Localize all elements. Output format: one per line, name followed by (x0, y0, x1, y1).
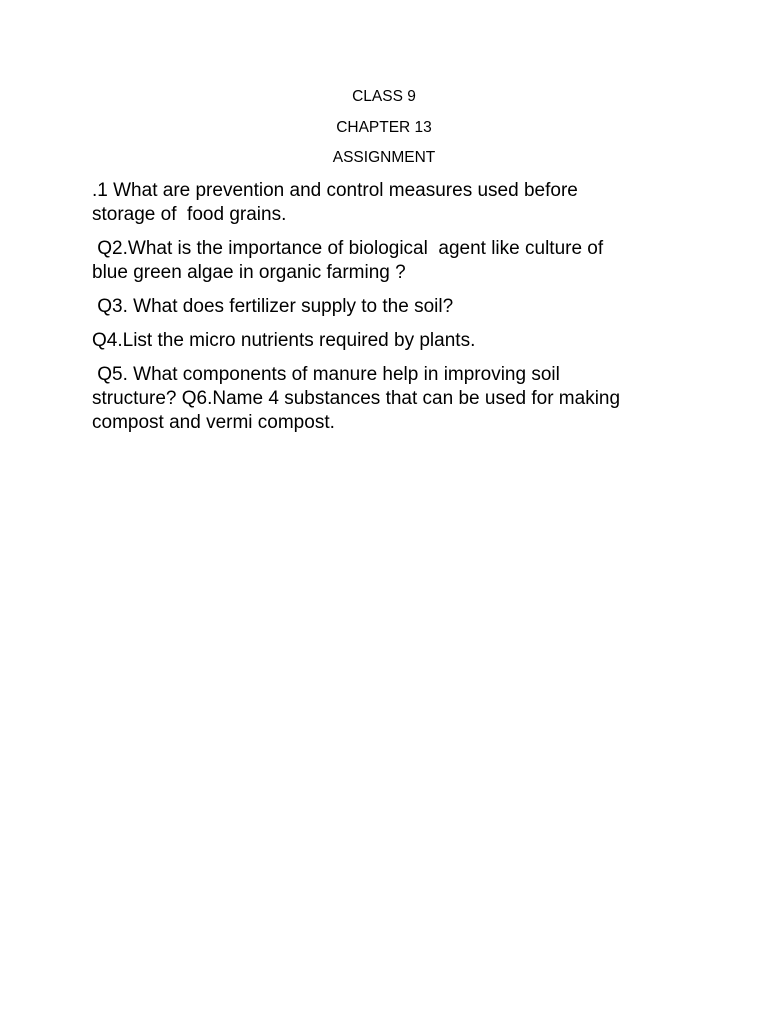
question-5-6: Q5. What components of manure help in improving soil structure? Q6.Name 4 substances that can be used for making compost and vermi compost. (92, 364, 621, 433)
class-heading: CLASS 9 (352, 88, 416, 105)
question-1: .1 What are prevention and control measures used before storage of food grains. (92, 180, 578, 225)
question-3: Q3. What does fertilizer supply to the soil? (92, 296, 454, 317)
assignment-heading: ASSIGNMENT (332, 149, 436, 166)
question-4: Q4.List the micro nutrients required by plants. (92, 330, 476, 351)
question-list (92, 179, 692, 445)
chapter-heading: CHAPTER 13 (336, 119, 432, 136)
question-2: Q2.What is the importance of biological agent like culture of blue green algae in organic farming ? (92, 238, 604, 283)
